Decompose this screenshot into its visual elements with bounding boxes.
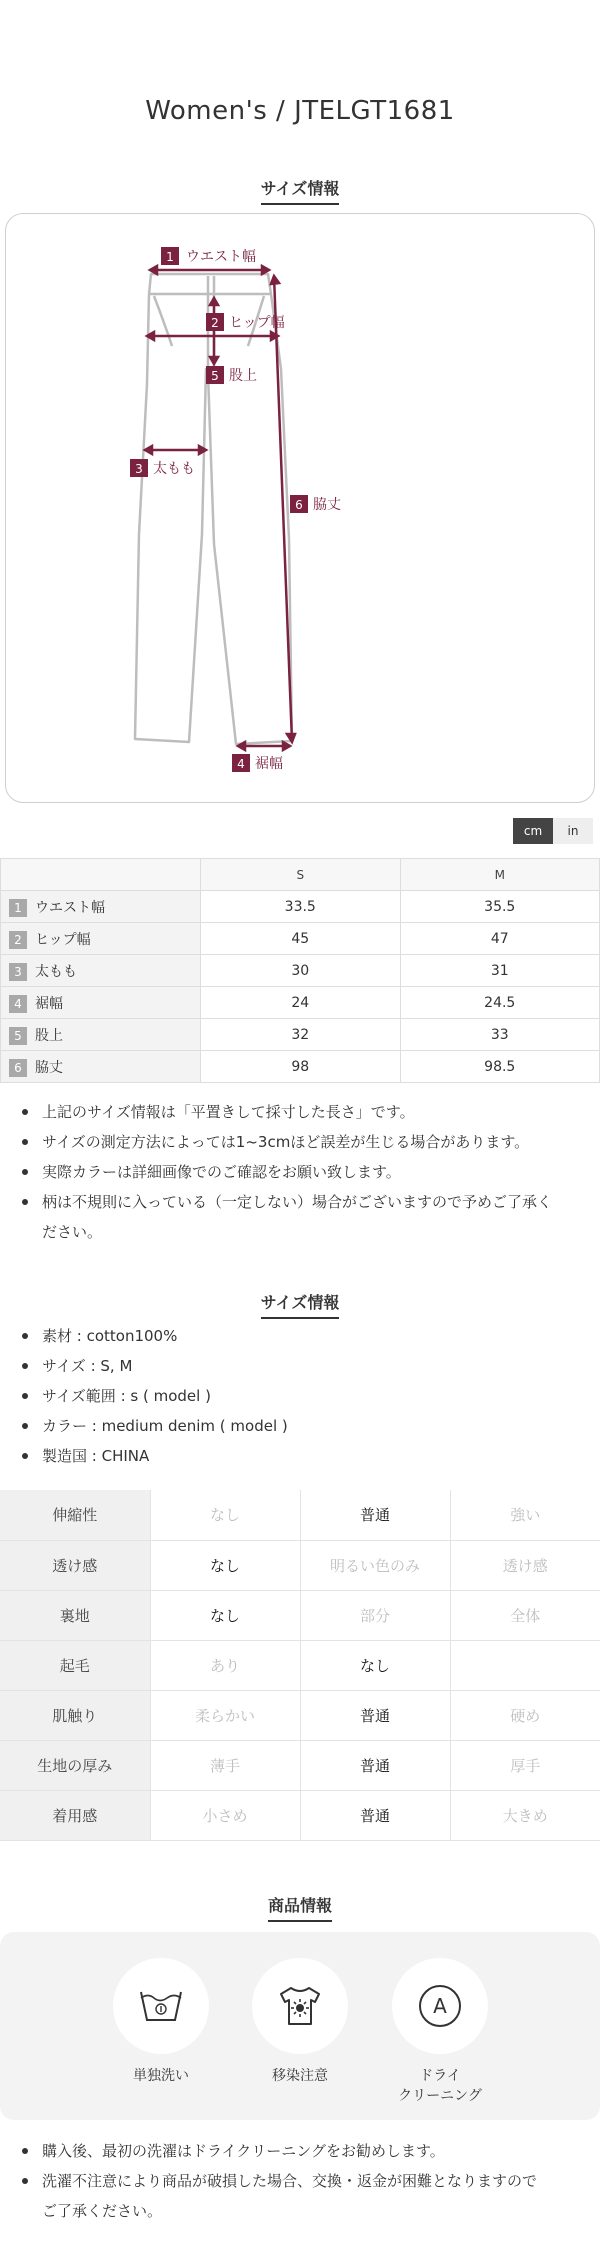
cell-value: 31 bbox=[400, 955, 600, 987]
attribute-option: 普通 bbox=[300, 1690, 450, 1740]
product-info-heading: 商品情報 bbox=[0, 1893, 600, 1922]
header-size-s: S bbox=[201, 859, 401, 891]
dry-clean-icon bbox=[417, 1983, 463, 2029]
svg-text:5: 5 bbox=[211, 369, 219, 383]
attribute-option: 部分 bbox=[300, 1590, 450, 1640]
header-size-m: M bbox=[400, 859, 600, 891]
cell-value: 24 bbox=[201, 987, 401, 1019]
table-row bbox=[1, 923, 600, 955]
unit-cm-button[interactable]: cm bbox=[513, 818, 553, 844]
list-item: サイズ範囲 : s ( model ) bbox=[22, 1381, 582, 1411]
attribute-option: 大きめ bbox=[450, 1790, 600, 1840]
attribute-label: 裏地 bbox=[0, 1590, 150, 1640]
svg-text:股上: 股上 bbox=[229, 368, 257, 384]
list-item: 洗濯不注意により商品が破損した場合、交換・返金が困難となりますので ご了承ください。 bbox=[22, 2166, 582, 2226]
product-title: Women's / JTELGT1681 bbox=[145, 96, 455, 126]
diagram-label-waist bbox=[161, 247, 256, 265]
list-item: サイズの測定方法によっては1~3cmほど誤差が生じる場合があります。 bbox=[22, 1127, 582, 1157]
attribute-option: なし bbox=[300, 1640, 450, 1690]
cell-value: 33 bbox=[400, 1019, 600, 1051]
svg-text:ヒップ幅: ヒップ幅 bbox=[229, 315, 285, 331]
list-item: 実際カラーは詳細画像でのご確認をお願い致します。 bbox=[22, 1157, 582, 1187]
size-notes-list bbox=[22, 1097, 582, 1247]
attribute-label: 着用感 bbox=[0, 1790, 150, 1840]
care-item-color-transfer bbox=[250, 1958, 350, 2086]
attribute-label: 生地の厚み bbox=[0, 1740, 150, 1790]
list-item: サイズ : S, M bbox=[22, 1351, 582, 1381]
table-row bbox=[1, 987, 600, 1019]
svg-text:裾幅: 裾幅 bbox=[255, 756, 283, 772]
cell-value: 47 bbox=[400, 923, 600, 955]
product-notes-list bbox=[22, 2136, 582, 2226]
table-row bbox=[1, 1051, 600, 1083]
spec-list bbox=[22, 1321, 582, 1471]
svg-text:1: 1 bbox=[166, 250, 174, 264]
row-label: 5 股上 bbox=[1, 1019, 201, 1051]
attribute-label: 起毛 bbox=[0, 1640, 150, 1690]
care-item-hand-wash bbox=[111, 1958, 211, 2086]
table-row bbox=[1, 1019, 600, 1051]
diagram-label-rise bbox=[206, 366, 257, 384]
cell-value: 35.5 bbox=[400, 891, 600, 923]
row-label: 1 ウエスト幅 bbox=[1, 891, 201, 923]
attribute-option: 普通 bbox=[300, 1490, 450, 1540]
list-item: 上記のサイズ情報は「平置きして採寸した長さ」です。 bbox=[22, 1097, 582, 1127]
attribute-row bbox=[0, 1540, 600, 1590]
list-item: 購入後、最初の洗濯はドライクリーニングをお勧めします。 bbox=[22, 2136, 582, 2166]
care-instructions bbox=[0, 1932, 600, 2120]
attribute-option: なし bbox=[150, 1540, 300, 1590]
row-number-badge: 6 bbox=[9, 1059, 27, 1077]
attribute-row bbox=[0, 1490, 600, 1540]
attribute-option: 薄手 bbox=[150, 1740, 300, 1790]
diagram-label-hip bbox=[206, 313, 285, 331]
attribute-row bbox=[0, 1640, 600, 1690]
svg-text:6: 6 bbox=[295, 498, 303, 512]
attribute-option: 厚手 bbox=[450, 1740, 600, 1790]
svg-text:4: 4 bbox=[237, 757, 245, 771]
list-item: 製造国 : CHINA bbox=[22, 1441, 582, 1471]
attribute-label: 肌触り bbox=[0, 1690, 150, 1740]
attribute-option: 強い bbox=[450, 1490, 600, 1540]
attribute-option: 柔らかい bbox=[150, 1690, 300, 1740]
diagram-label-side-length bbox=[290, 495, 341, 513]
attribute-row bbox=[0, 1690, 600, 1740]
attribute-row bbox=[0, 1740, 600, 1790]
care-label: 移染注意 bbox=[272, 2068, 328, 2084]
attribute-option: 透け感 bbox=[450, 1540, 600, 1590]
diagram-label-thigh bbox=[130, 459, 195, 477]
color-transfer-icon bbox=[277, 1984, 323, 2028]
row-number-badge: 5 bbox=[9, 1027, 27, 1045]
spec-heading: サイズ情報 bbox=[0, 1290, 600, 1319]
cell-value: 32 bbox=[201, 1019, 401, 1051]
header-blank bbox=[1, 859, 201, 891]
cell-value: 98.5 bbox=[400, 1051, 600, 1083]
attribute-label: 伸縮性 bbox=[0, 1490, 150, 1540]
row-number-badge: 1 bbox=[9, 899, 27, 917]
attribute-option: あり bbox=[150, 1640, 300, 1690]
list-item: 素材 : cotton100% bbox=[22, 1321, 582, 1351]
attribute-option: 普通 bbox=[300, 1790, 450, 1840]
cell-value: 24.5 bbox=[400, 987, 600, 1019]
cell-value: 45 bbox=[201, 923, 401, 955]
diagram-label-hem bbox=[232, 754, 283, 772]
attribute-option: 全体 bbox=[450, 1590, 600, 1640]
row-number-badge: 2 bbox=[9, 931, 27, 949]
care-item-dry-clean bbox=[390, 1958, 490, 2106]
size-diagram bbox=[5, 213, 595, 803]
attribute-option: なし bbox=[150, 1590, 300, 1640]
attribute-label: 透け感 bbox=[0, 1540, 150, 1590]
attribute-option bbox=[450, 1640, 600, 1690]
attribute-row bbox=[0, 1790, 600, 1840]
size-table-header bbox=[1, 859, 600, 891]
list-item: カラー : medium denim ( model ) bbox=[22, 1411, 582, 1441]
svg-text:3: 3 bbox=[135, 462, 143, 476]
attribute-option: 明るい色のみ bbox=[300, 1540, 450, 1590]
cell-value: 30 bbox=[201, 955, 401, 987]
table-row bbox=[1, 955, 600, 987]
size-info-heading: サイズ情報 bbox=[0, 176, 600, 205]
attribute-option: 硬め bbox=[450, 1690, 600, 1740]
attribute-row bbox=[0, 1590, 600, 1640]
fabric-attributes-table bbox=[0, 1490, 600, 1841]
cell-value: 33.5 bbox=[201, 891, 401, 923]
svg-text:太もも: 太もも bbox=[153, 461, 195, 477]
unit-toggle bbox=[513, 818, 593, 844]
row-label: 4 裾幅 bbox=[1, 987, 201, 1019]
row-number-badge: 4 bbox=[9, 995, 27, 1013]
unit-in-button[interactable]: in bbox=[553, 818, 593, 844]
attribute-option: 小さめ bbox=[150, 1790, 300, 1840]
attribute-option: 普通 bbox=[300, 1740, 450, 1790]
svg-text:2: 2 bbox=[211, 316, 219, 330]
cell-value: 98 bbox=[201, 1051, 401, 1083]
svg-text:A: A bbox=[433, 1994, 447, 2018]
size-table bbox=[0, 858, 600, 1083]
care-label: 単独洗い bbox=[133, 2068, 189, 2084]
pants-illustration bbox=[6, 214, 596, 804]
row-label: 3 太もも bbox=[1, 955, 201, 987]
table-row bbox=[1, 891, 600, 923]
list-item: 柄は不規則に入っている（一定しない）場合がございますので予めご了承く ださい。 bbox=[22, 1187, 582, 1247]
svg-text:ウエスト幅: ウエスト幅 bbox=[186, 249, 256, 265]
attribute-option: なし bbox=[150, 1490, 300, 1540]
svg-text:脇丈: 脇丈 bbox=[313, 497, 341, 513]
care-label: ドライ クリーニング bbox=[398, 2068, 482, 2104]
hand-wash-icon bbox=[138, 1986, 184, 2026]
row-number-badge: 3 bbox=[9, 963, 27, 981]
row-label: 6 脇丈 bbox=[1, 1051, 201, 1083]
row-label: 2 ヒップ幅 bbox=[1, 923, 201, 955]
